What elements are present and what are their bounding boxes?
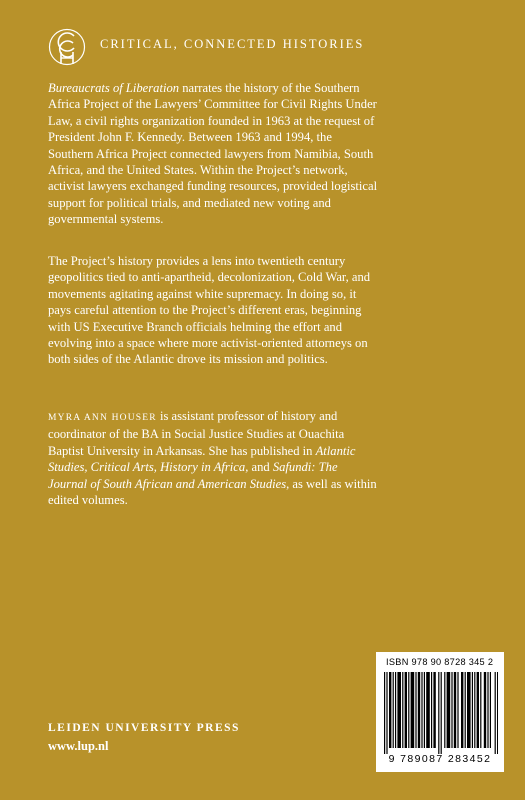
author-journals-1: Atlantic Studies, Critical Arts, History in Africa, bbox=[48, 443, 356, 475]
series-logo-icon bbox=[48, 26, 86, 68]
publisher-name: LEIDEN UNIVERSITY PRESS bbox=[48, 722, 240, 734]
book-title: Bureaucrats of Liberation bbox=[48, 81, 180, 95]
isbn-label: ISBN 978 90 8728 345 2 bbox=[386, 657, 494, 667]
author-bio bbox=[48, 408, 378, 508]
barcode-bars bbox=[384, 672, 498, 754]
author-bio-text-2: , as well as within edited volumes. bbox=[48, 476, 377, 508]
barcode-digits: 9 789087 283452 bbox=[388, 753, 492, 765]
author-name: MYRA ANN HOUSER bbox=[48, 413, 157, 423]
description-paragraph-1 bbox=[48, 80, 378, 228]
publisher-url[interactable]: www.lup.nl bbox=[48, 739, 109, 753]
author-bio-text-1: is assistant professor of history and coordinator of the BA in Social Justice Studies at Ouachita Baptist University in Arkansas. She has published in bbox=[48, 409, 345, 458]
series-title: CRITICAL, CONNECTED HISTORIES bbox=[100, 37, 365, 51]
description-paragraph-2 bbox=[48, 253, 378, 368]
description-text-1: narrates the history of the Southern Africa Project of the Lawyers’ Committee for Civil Rights Under Law, a civil rights organization founded in 1963 at the request of President John F. Kennedy. Between 1963 and 1994, the Southern Africa Project connected lawyers from Namibia, South Africa, and the United States. Within the Project’s network, activist lawyers exchanged funding resources, provided logistical support for political trials, and mediated new voting and governmental systems. bbox=[48, 81, 378, 227]
isbn-barcode bbox=[376, 652, 504, 772]
author-journals-2: Safundi: The Journal of South African and American Studies bbox=[48, 460, 338, 491]
author-bio-text-and: and bbox=[248, 460, 273, 475]
description-text-2: The Project’s history provides a lens into twentieth century geopolitics tied to anti-apartheid, decolonization, Cold War, and movements agitating against white supremacy. In doing so, it pays careful attention to the Project’s different eras, beginning with US Executive Branch officials helming the effort and evolving into a space where more activist-oriented attorneys on both sides of the Atlantic drove its mission and politics. bbox=[48, 254, 371, 367]
